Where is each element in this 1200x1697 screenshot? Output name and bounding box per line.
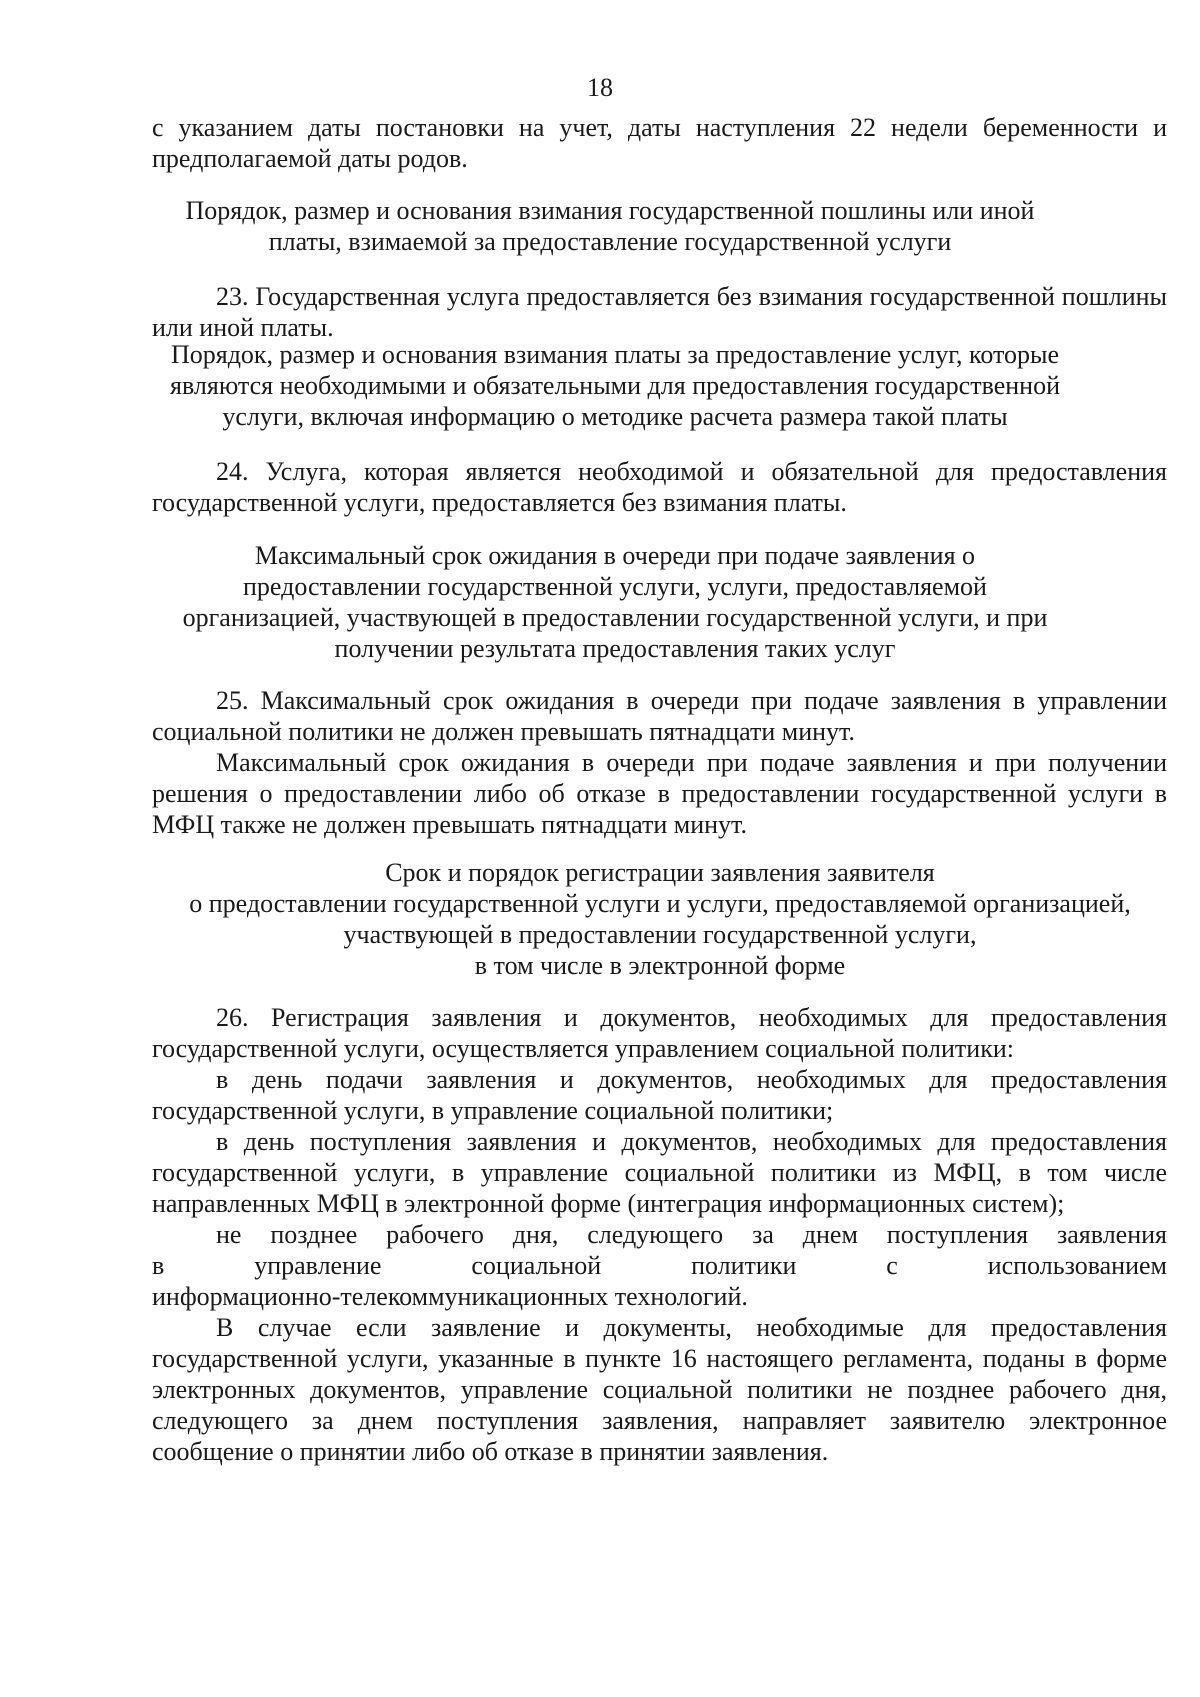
paragraph-24: 24. Услуга, которая является необходимой и обязательной для предоставления государственной услуги, предоставляется без взимания платы. — [152, 457, 1167, 517]
heading-related-services-fee: Порядок, размер и основания взимания платы за предоставление услуг, которые являются необходимыми и обязательными для предоставления государственной услуги, включая информацию о методике расчета размера такой платы — [170, 340, 1060, 431]
heading-registration-line-4: в том числе в электронной форме — [474, 951, 846, 980]
heading-queue-time: Максимальный срок ожидания в очереди при подаче заявления о предоставлении государственной услуги, услуги, предоставляемой организацией, участвующей в предоставлении государственной услуги, и при получении результата предоставления таких услуг — [182, 541, 1048, 663]
paragraph-26-item-1: в день подачи заявления и документов, необходимых для предоставления государственной услуги, в управление социальной политики; — [152, 1065, 1167, 1125]
paragraph-26-last: В случае если заявление и документы, необходимые для предоставления государственной услуги, указанные в пункте 16 настоящего регламента, поданы в форме электронных документов, управление социальной политики не позднее рабочего дня, следующего за днем поступления заявления, направляет заявителю электронное сообщение о принятии либо об отказе в принятии заявления. — [152, 1313, 1167, 1466]
paragraph-26-item-3-line-3: информационно-телекоммуникационных технологий. — [152, 1282, 748, 1311]
paragraph-25b: Максимальный срок ожидания в очереди при подаче заявления и при получении решения о предоставлении либо об отказе в предоставлении государственной услуги в МФЦ также не должен превышать пятнадцати минут. — [152, 748, 1167, 839]
paragraph-26-item-3-line-2: в управление социальной политики с использованием — [152, 1251, 1167, 1280]
heading-state-fee: Порядок, размер и основания взимания государственной пошлины или иной платы, взимаемой за предоставление государственной услуги — [185, 196, 1035, 256]
paragraph-26-item-2: в день поступления заявления и документов, необходимых для предоставления государственной услуги, в управление социальной политики из МФЦ, в том числе направленных МФЦ в электронной форме (интеграция информационных систем); — [152, 1127, 1167, 1218]
paragraph-23: 23. Государственная услуга предоставляется без взимания государственной пошлины или иной платы. — [152, 282, 1167, 342]
heading-registration-line-1: Срок и порядок регистрации заявления заявителя — [385, 858, 935, 887]
paragraph-25a: 25. Максимальный срок ожидания в очереди при подаче заявления в управлении социальной политики не должен превышать пятнадцати минут. — [152, 686, 1167, 746]
heading-registration — [140, 857, 1180, 981]
heading-registration-line-3: участвующей в предоставлении государственной услуги, — [343, 920, 977, 949]
paragraph-26-item-3-line-1: не позднее рабочего дня, следующего за днем поступления заявления — [216, 1220, 1167, 1249]
paragraph-26: 26. Регистрация заявления и документов, необходимых для предоставления государственной услуги, осуществляется управлением социальной политики: — [152, 1003, 1167, 1063]
paragraph-26-item-3 — [152, 1219, 1167, 1312]
continuation-paragraph: с указанием даты постановки на учет, даты наступления 22 недели беременности и предполагаемой даты родов. — [152, 113, 1167, 173]
heading-registration-line-2: о предоставлении государственной услуги и услуги, предоставляемой организацией, — [189, 889, 1131, 918]
page-number: 18 — [587, 73, 613, 102]
